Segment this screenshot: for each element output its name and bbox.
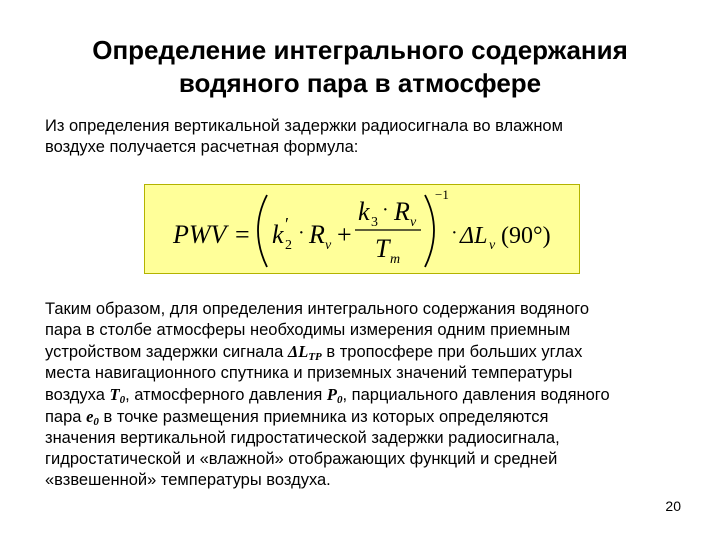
body-line-7: значения вертикальной гидростатической задержки радиосигнала,: [45, 429, 560, 447]
delta-l-tp-variable: ΔL: [287, 342, 309, 361]
body-text-segment: устройством задержки сигнала: [45, 343, 288, 361]
body-line-2: пара в столбе атмосферы необходимы измерения одним приемным: [45, 321, 571, 339]
body-text-segment: воздуха: [45, 386, 110, 404]
tm-symbol: T: [375, 234, 390, 263]
intro-line-1: Из определения вертикальной задержки радиосигнала во влажном: [45, 117, 563, 135]
rv-subscript: v: [325, 238, 332, 253]
title-line-1: Определение интегрального содержания: [92, 35, 628, 65]
rv-symbol: R: [309, 220, 325, 249]
body-line-4: места навигационного спутника и приземных значений температуры: [45, 364, 573, 382]
k2-subscript: 2: [285, 238, 292, 253]
body-line-1: Таким образом, для определения интегрального содержания водяного: [45, 300, 590, 318]
delta-l-subscript: v: [489, 238, 496, 253]
k2-symbol: k: [272, 220, 284, 249]
k3-subscript: 3: [371, 215, 378, 230]
formula-box: [144, 184, 580, 274]
title-line-2: водяного пара в атмосфере: [178, 68, 542, 98]
tm-subscript: m: [390, 252, 401, 267]
numerator-rv-symbol: R: [394, 197, 410, 226]
pwv-formula: [145, 185, 581, 275]
e0-variable: e: [86, 407, 94, 426]
body-paragraph: [45, 299, 700, 491]
intro-line-2: воздухе получается расчетная формула:: [45, 138, 359, 156]
right-paren: [425, 195, 434, 267]
delta-l-symbol: ΔL: [460, 223, 488, 249]
body-text-segment: пара: [45, 408, 87, 426]
k2-prime: ′: [285, 214, 289, 234]
formula-lhs: PWV: [173, 220, 227, 249]
e0-subscript: 0: [93, 416, 99, 428]
formula-equals: =: [235, 220, 250, 249]
slide-title: [40, 34, 680, 100]
mult-dot-2: ·: [382, 199, 389, 221]
k3-symbol: k: [358, 197, 370, 226]
body-text-segment: в тропосфере при больших углах: [321, 343, 583, 361]
body-line-6: [45, 406, 700, 428]
p0-variable: P: [326, 385, 337, 404]
mult-dot-3: ·: [451, 222, 458, 244]
mult-dot-1: ·: [298, 222, 305, 244]
body-line-3: [45, 341, 700, 363]
t0-subscript: 0: [119, 394, 126, 406]
t0-variable: T: [109, 385, 120, 404]
body-line-8: гидростатической и «влажной» отображающих функций и средней: [45, 450, 558, 468]
p0-subscript: 0: [336, 394, 343, 406]
left-paren: [258, 195, 267, 267]
intro-paragraph: [45, 116, 685, 158]
page-number: 20: [665, 498, 681, 514]
body-line-9: «взвешенной» температуры воздуха.: [45, 471, 331, 489]
numerator-rv-subscript: v: [410, 215, 417, 230]
body-line-5: [45, 384, 700, 406]
body-text-segment: , атмосферного давления: [125, 386, 327, 404]
tp-subscript: TP: [308, 351, 322, 363]
angle-argument: (90°): [501, 223, 551, 249]
body-text-segment: в точке размещения приемника из которых определяются: [98, 408, 549, 426]
exponent: −1: [435, 187, 449, 202]
plus-sign: +: [337, 220, 352, 249]
body-text-segment: , парциального давления водяного: [342, 386, 610, 404]
